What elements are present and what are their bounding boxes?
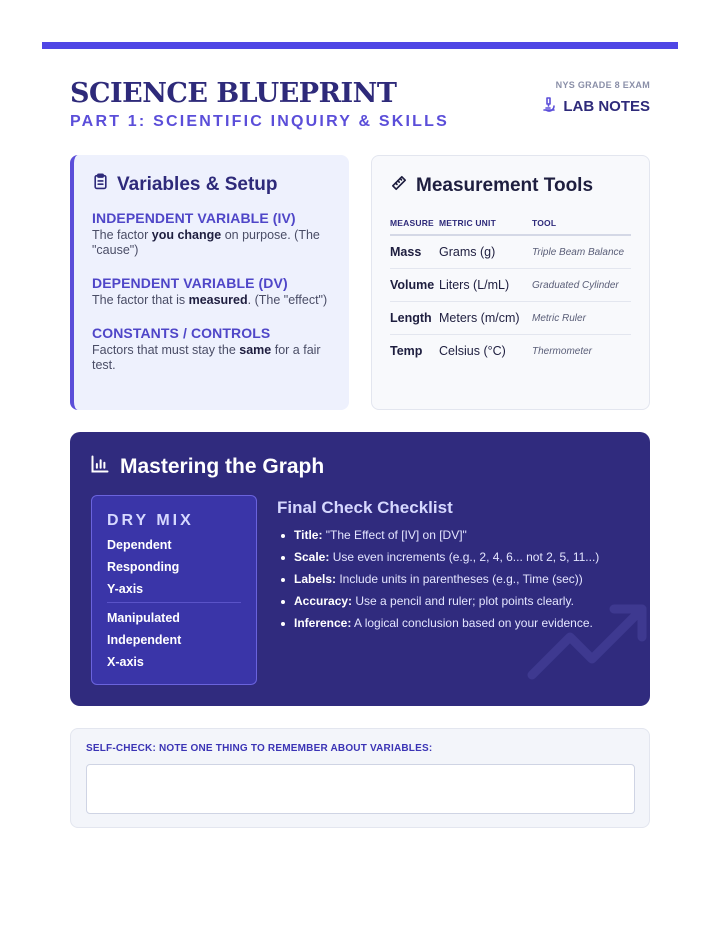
list-item: Responding (107, 560, 180, 574)
unit-cell: Liters (L/mL) (439, 269, 532, 302)
table-row (390, 302, 631, 335)
bar-chart-icon (90, 454, 110, 480)
dry-mix-box (91, 495, 257, 685)
unit-cell: Celsius (°C) (439, 344, 506, 358)
measurement-table (390, 210, 631, 367)
exam-label: NYS GRADE 8 EXAM (555, 80, 650, 90)
measurement-title (390, 174, 631, 198)
checklist-title: Final Check Checklist (277, 498, 453, 517)
variable-description: The factor that is measured. (The "effect") (92, 293, 328, 307)
measure-cell: Temp (390, 344, 423, 358)
list-item: Accuracy: Use a pencil and ruler; plot points clearly. (277, 594, 637, 608)
dry-mix-divider (107, 602, 241, 603)
graph-panel (70, 432, 650, 706)
header-meta (541, 80, 650, 116)
graph-title (90, 454, 630, 480)
list-item: Manipulated (107, 611, 180, 625)
column-header: METRIC UNIT (439, 210, 532, 235)
dry-mix-group-dependent (107, 538, 241, 596)
variable-heading: CONSTANTS / CONTROLS (92, 325, 271, 341)
page-title: SCIENCE BLUEPRINT (70, 78, 397, 109)
variables-title-text: Variables & Setup (117, 173, 278, 195)
dry-mix-group-independent (107, 611, 241, 669)
variable-item-iv (92, 210, 331, 258)
microscope-icon (541, 96, 557, 116)
unit-cell: Grams (g) (439, 235, 532, 269)
trend-up-icon (524, 603, 650, 688)
list-item: Y-axis (107, 582, 144, 596)
table-header-row (390, 210, 631, 235)
variable-heading: DEPENDENT VARIABLE (DV) (92, 275, 288, 291)
dry-mix-title: DRY MIX (107, 512, 194, 529)
list-item: Scale: Use even increments (e.g., 2, 4, 6... not 2, 5, 11...) (277, 550, 637, 564)
tool-cell: Graduated Cylinder (532, 269, 631, 302)
list-item: Labels: Include units in parentheses (e.g., Time (sec)) (277, 572, 637, 586)
variables-title (92, 173, 331, 196)
list-item: Independent (107, 633, 182, 647)
measurement-card (371, 155, 650, 410)
list-item: Title: "The Effect of [IV] on [DV]" (277, 528, 637, 542)
measure-cell: Length (390, 302, 439, 335)
measure-cell: Volume (390, 269, 439, 302)
list-item: Inference: A logical conclusion based on your evidence. (277, 616, 637, 630)
variables-card (70, 155, 349, 410)
page-header (70, 78, 650, 131)
unit-cell: Meters (m/cm) (439, 302, 532, 335)
top-accent-bar (42, 42, 678, 49)
variable-description: The factor you change on purpose. (The "cause") (92, 228, 320, 257)
variable-item-constants (92, 325, 331, 373)
table-row (390, 235, 631, 269)
graph-title-text: Mastering the Graph (120, 455, 325, 478)
list-item: Dependent (107, 538, 172, 552)
self-check-input[interactable] (86, 764, 635, 814)
measure-cell: Mass (390, 235, 439, 269)
page-subtitle: PART 1: SCIENTIFIC INQUIRY & SKILLS (70, 113, 449, 130)
table-row (390, 269, 631, 302)
column-header: MEASURE (390, 210, 439, 235)
tool-cell: Triple Beam Balance (532, 235, 631, 269)
variable-item-dv (92, 275, 331, 308)
table-row (390, 335, 631, 368)
variable-heading: INDEPENDENT VARIABLE (IV) (92, 210, 296, 226)
lab-notes-text: LAB NOTES (563, 97, 650, 115)
measurement-title-text: Measurement Tools (416, 175, 594, 196)
lab-notes-label (541, 96, 650, 116)
list-item: X-axis (107, 655, 144, 669)
tool-cell: Thermometer (532, 345, 593, 357)
column-header: TOOL (532, 210, 631, 235)
variable-description: Factors that must stay the same for a fair test. (92, 343, 321, 372)
tool-cell: Metric Ruler (532, 302, 631, 335)
ruler-icon (390, 174, 408, 198)
self-check-label: SELF-CHECK: NOTE ONE THING TO REMEMBER ABOUT VARIABLES: (86, 743, 433, 754)
clipboard-icon (92, 173, 109, 196)
self-check-section (70, 728, 650, 828)
